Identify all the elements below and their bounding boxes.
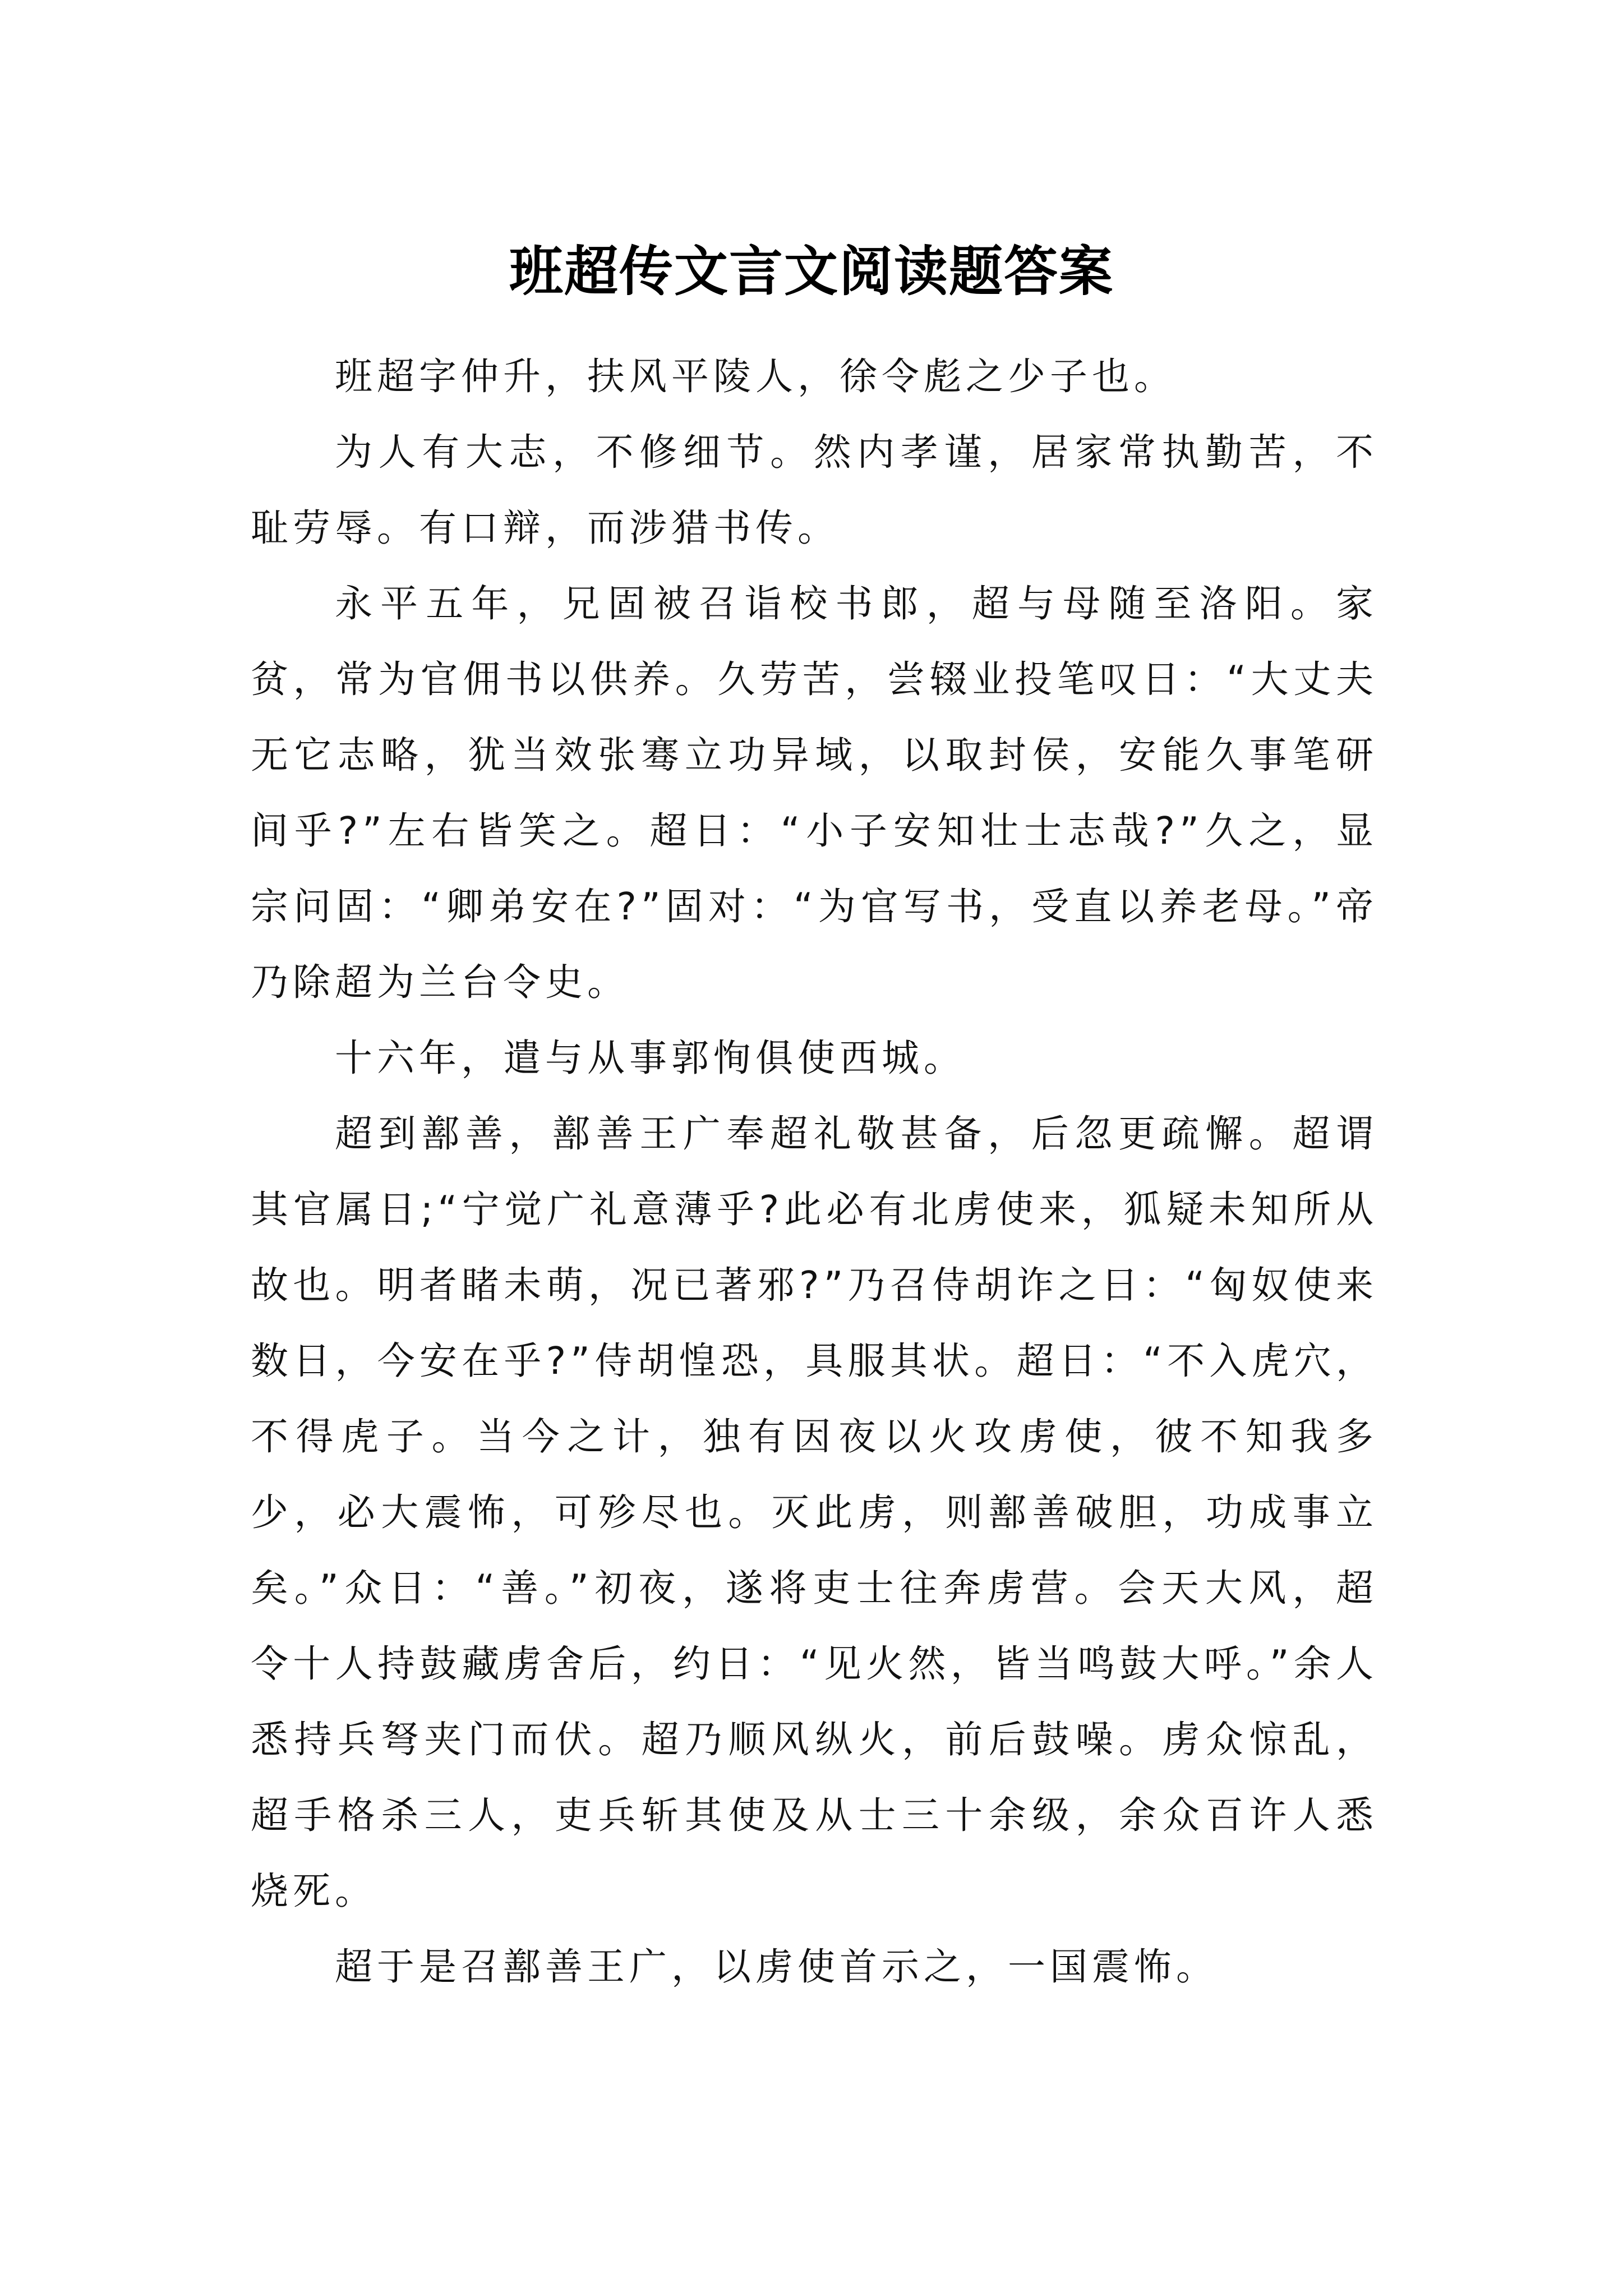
paragraph: 永平五年，兄固被召诣校书郎，超与母随至洛阳。家贫，常为官佣书以供养。久劳苦，尝辍业投笔叹日：“大丈夫无它志略，犹当效张骞立功异域，以取封侯，安能久事笔研间乎?”左右皆笑之。超日：“小子安知壮士志哉?”久之，显宗问固：“卿弟安在?”固对：“为官写书，受直以养老母。”帝乃除超为兰台令史。 bbox=[251, 582, 1378, 1004]
paragraph: 十六年，遣与从事郭恂俱使西城。 bbox=[335, 1036, 966, 1080]
document-body bbox=[251, 339, 1378, 2005]
paragraph: 班超字仲升，扶风平陵人，徐令彪之少子也。 bbox=[335, 355, 1176, 398]
paragraph: 超到鄯善，鄯善王广奉超礼敬甚备，后忽更疏懈。超谓其官属日;“宁觉广礼意薄乎?此必有北虏使来，狐疑未知所从故也。明者睹未萌，况已著邪?”乃召侍胡诈之日：“匈奴使来数日，今安在乎?”侍胡惶恐，具服其状。超日：“不入虎穴，不得虎子。当今之计，独有因夜以火攻虏使，彼不知我多少，必大震怖，可殄尽也。灭此虏，则鄯善破胆，功成事立矣。”众日：“善。”初夜，遂将吏士往奔虏营。会天大风，超令十人持鼓藏虏舍后，约日：“见火然，皆当鸣鼓大呼。”余人悉持兵弩夹门而伏。超乃顺风纵火，前后鼓噪。虏众惊乱，超手格杀三人，吏兵斩其使及从士三十余级，余众百许人悉烧死。 bbox=[251, 1112, 1378, 1913]
document-title: 班超传文言文阅读题答案 bbox=[509, 240, 1114, 303]
paragraph: 超于是召鄯善王广，以虏使首示之，一国震怖。 bbox=[335, 1945, 1218, 1989]
paragraph: 为人有大志，不修细节。然内孝谨，居家常执勤苦，不耻劳辱。有口辩，而涉猎书传。 bbox=[251, 430, 1378, 550]
